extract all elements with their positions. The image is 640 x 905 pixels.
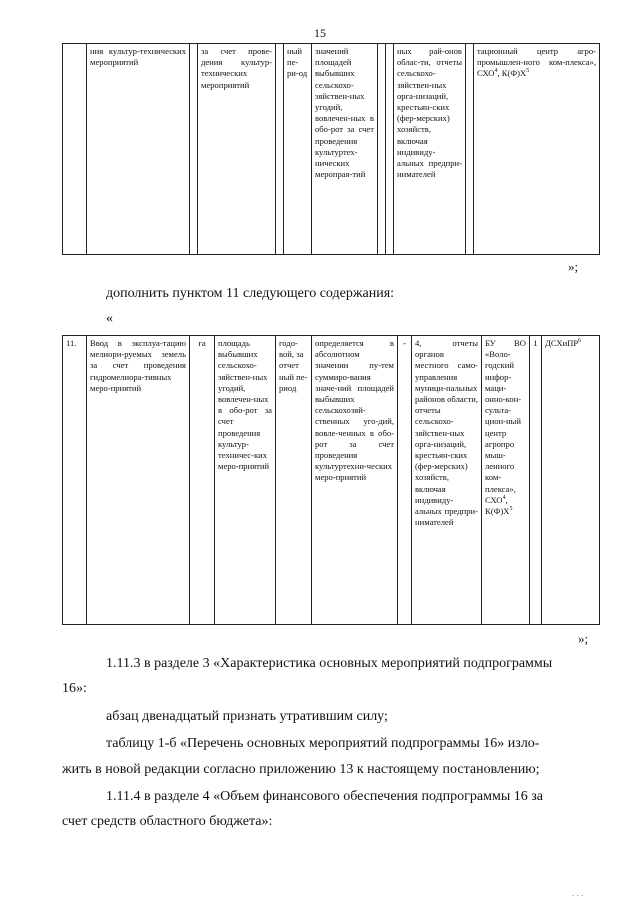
cell-period: ный пе-ри-од bbox=[284, 44, 312, 255]
cell-calc: за счет прове-дения культур-технических мероприятий bbox=[198, 44, 276, 255]
cell-empty bbox=[276, 44, 284, 255]
indicators-table-continued bbox=[62, 43, 600, 255]
cell-method: значений площадей выбывших сельскохо-зяйствен-ных угодий, вовлечен-ных в обо-рот за счет проведения культуртех-нических меропрая-тий bbox=[312, 44, 378, 255]
cell-empty bbox=[466, 44, 474, 255]
closing-quote: »; bbox=[578, 631, 589, 646]
paragraph-1-11-3-line2: 16»: bbox=[62, 681, 87, 696]
cell-empty bbox=[63, 44, 87, 255]
paragraph-table-line2: жить в новой редакции согласно приложению 13 к настоящему постановлению; bbox=[62, 762, 540, 777]
page-number: 15 bbox=[314, 26, 326, 40]
cell-source: 4, отчеты органов местного само-управления муници-пальных районов области, отчеты сельскохо-зяйствен-ных орга-низаций, крестьян-ских (фер-мерских) хозяйств, включая индивиду-альных предпри-нимателей bbox=[412, 336, 482, 625]
cell-row-number: 11. bbox=[63, 336, 87, 625]
cell-empty bbox=[378, 44, 386, 255]
cell-unit: га bbox=[190, 336, 215, 625]
cell-one: 1 bbox=[530, 336, 542, 625]
cell-period: годо-вой, за отчет ный пе-риод bbox=[276, 336, 312, 625]
cell-empty bbox=[190, 44, 198, 255]
cell-definition: площадь выбывших сельскохо-зяйствен-ных угодий, вовлечен-ных в обо-рот за счет проведения культур-техничес-ких меро-приятий bbox=[215, 336, 276, 625]
paragraph-1-11-4-line1: 1.11.4 в разделе 4 «Объем финансового обеспечения подпрограммы 16 за bbox=[106, 789, 543, 804]
add-point-line: дополнить пунктом 11 следующего содержания: bbox=[106, 286, 395, 301]
paragraph-abzac: абзац двенадцатый признать утратившим силу; bbox=[106, 709, 388, 724]
cell-responsible: БУ ВО «Воло-годский инфор-маци-онно-кон-сульта-цион-ный центр агропро мыш-ленного ком-плекса», СХО$^4$, $К(Ф)Х^5$ bbox=[482, 336, 530, 625]
paragraph-table-line1: таблицу 1-б «Перечень основных мероприятий подпрограммы 16» изло- bbox=[106, 736, 540, 751]
indicators-table-row-11 bbox=[62, 335, 600, 625]
cell-dash: - bbox=[398, 336, 412, 625]
paragraph-1-11-4-line2: счет средств областного бюджета»: bbox=[62, 814, 273, 829]
cell-method: определяется в абсолютном значении пу-тем суммиро-вания значе-ний площадей выбывших сельскохозяй-ственных уго-дий, вовле-ченных в обо-рот за счет проведения культуртехни-ческих меро-приятий bbox=[312, 336, 398, 625]
corner-mark: . . . bbox=[572, 888, 584, 898]
cell-indicator: Ввод в эксплуа-тацию мелиори-руемых земель за счет проведения гидромелиора-тивных меро-приятий bbox=[87, 336, 190, 625]
paragraph-1-11-3-line1: 1.11.3 в разделе 3 «Характеристика основных мероприятий подпрограммы bbox=[106, 656, 553, 671]
closing-quote: »; bbox=[568, 259, 579, 274]
cell-last: ДСХиПР$^6$ bbox=[542, 336, 600, 625]
cell-responsible: тационный центр агро-промышлен-ного ком-плекса», СХО$^4$, $К(Ф)Х^5$ bbox=[474, 44, 600, 255]
cell-indicator: ния культур-технических мероприятий bbox=[87, 44, 190, 255]
opening-quote: « bbox=[106, 311, 113, 326]
cell-source: ных рай-онов облас-ти, отчеты сельскохо-зяйствен-ных орга-низаций, крестьян-ских (фер-мерских) хозяйств, включая индивиду-альных предпри-нимателей bbox=[394, 44, 466, 255]
cell-empty bbox=[386, 44, 394, 255]
